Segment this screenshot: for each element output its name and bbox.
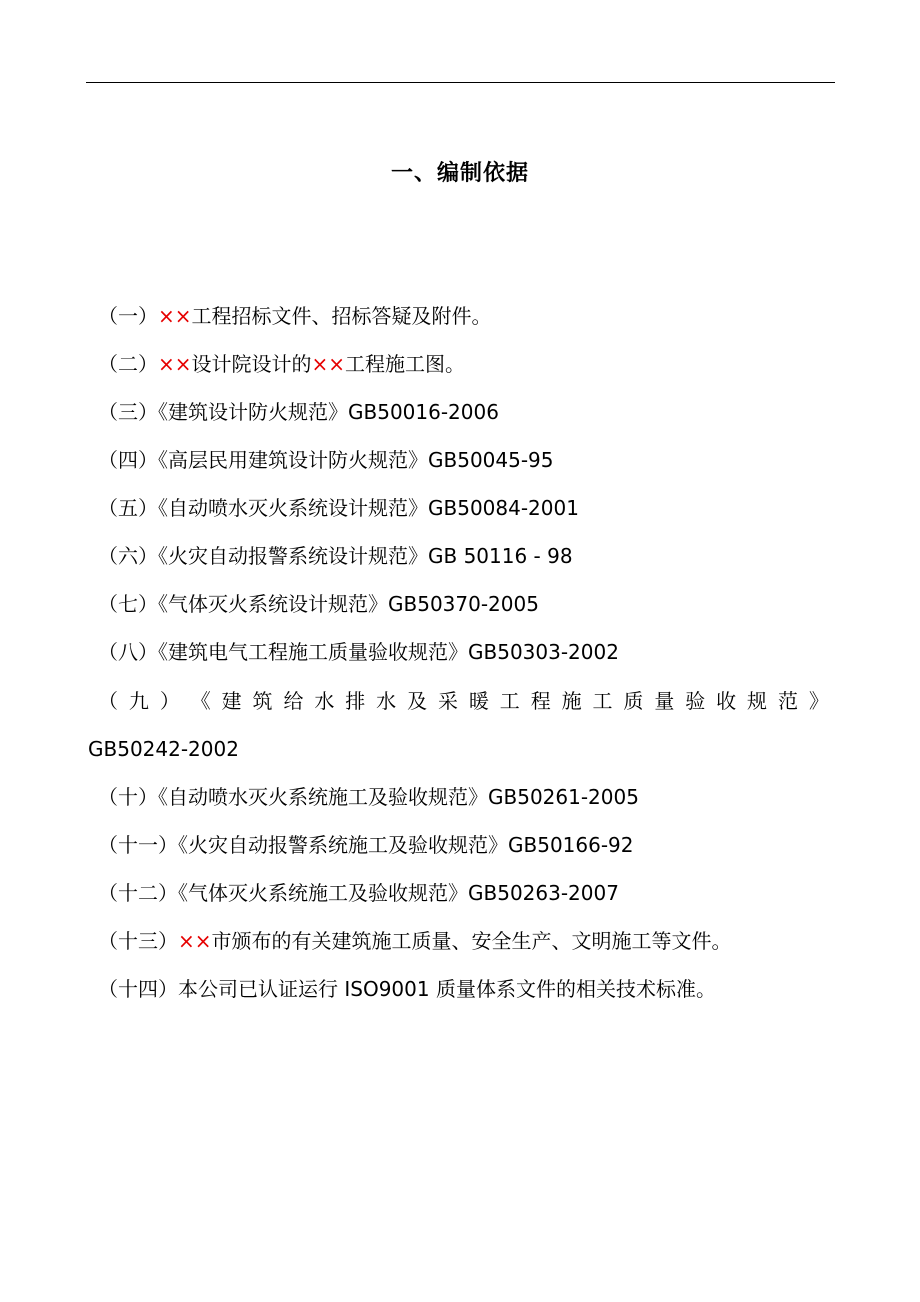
list-item-9-line-2: GB50242-2002 — [88, 737, 239, 761]
item-text: 工程招标文件、招标答疑及附件。 — [191, 304, 492, 328]
item-9-char: 工 — [499, 689, 520, 713]
item-9-char: 暖 — [468, 689, 489, 713]
item-9-char: 施 — [561, 689, 582, 713]
item-text: 工程施工图。 — [345, 352, 466, 376]
item-9-char: 》 — [808, 689, 829, 713]
item-9-char: 范 — [777, 689, 798, 713]
item-9-char: 水 — [314, 689, 335, 713]
list-item-5: （五）《自动喷水灭火系统设计规范》GB50084-2001 — [98, 496, 579, 520]
item-9-char: ） — [159, 689, 180, 713]
section-heading: 一、编制依据 — [390, 161, 529, 186]
item-9-char: 排 — [345, 689, 366, 713]
item-prefix: （一） — [98, 304, 158, 328]
item-9-char: 及 — [407, 689, 428, 713]
item-prefix: （二） — [98, 352, 158, 376]
list-item-2 — [98, 349, 465, 379]
item-9-char: 量 — [654, 689, 675, 713]
list-item-8: （八）《建筑电气工程施工质量验收规范》GB50303-2002 — [98, 640, 619, 664]
placeholder-mark: ×× — [158, 352, 192, 376]
item-9-char: 验 — [685, 689, 706, 713]
list-item-7: （七）《气体灭火系统设计规范》GB50370-2005 — [98, 592, 539, 616]
list-item-4: （四）《高层民用建筑设计防火规范》GB50045-95 — [98, 448, 554, 472]
item-text: 市颁布的有关建筑施工质量、安全生产、文明施工等文件。 — [211, 929, 732, 953]
item-9-char: 《 — [190, 689, 211, 713]
item-9-char: 筑 — [252, 689, 273, 713]
list-item-1 — [98, 301, 492, 331]
item-prefix: （十三） — [98, 929, 178, 953]
list-item-10: （十）《自动喷水灭火系统施工及验收规范》GB50261-2005 — [98, 785, 639, 809]
list-item-13 — [98, 926, 732, 956]
placeholder-mark: ×× — [311, 352, 346, 376]
list-item-14: （十四）本公司已认证运行 ISO9001 质量体系文件的相关技术标准。 — [98, 977, 716, 1001]
item-9-char: 质 — [623, 689, 644, 713]
item-9-char: 给 — [283, 689, 304, 713]
item-9-char: 程 — [530, 689, 551, 713]
item-9-char: 建 — [221, 689, 242, 713]
list-item-12: （十二）《气体灭火系统施工及验收规范》GB50263-2007 — [98, 881, 619, 905]
placeholder-mark: ×× — [158, 304, 192, 328]
item-9-char: 采 — [437, 689, 458, 713]
item-9-char: （ — [98, 689, 118, 713]
placeholder-mark: ×× — [178, 929, 212, 953]
list-item-9-line-1 — [98, 686, 829, 716]
item-9-char: 收 — [716, 689, 737, 713]
header-rule — [86, 82, 835, 83]
item-9-char: 规 — [747, 689, 768, 713]
list-item-11: （十一）《火灾自动报警系统施工及验收规范》GB50166-92 — [98, 833, 634, 857]
list-item-3: （三）《建筑设计防火规范》GB50016-2006 — [98, 400, 499, 424]
item-9-char: 工 — [592, 689, 613, 713]
item-text-mid: 设计院设计的 — [191, 352, 312, 376]
list-item-6: （六）《火灾自动报警系统设计规范》GB 50116 - 98 — [98, 544, 573, 568]
item-9-char: 九 — [128, 689, 149, 713]
item-9-char: 水 — [376, 689, 397, 713]
